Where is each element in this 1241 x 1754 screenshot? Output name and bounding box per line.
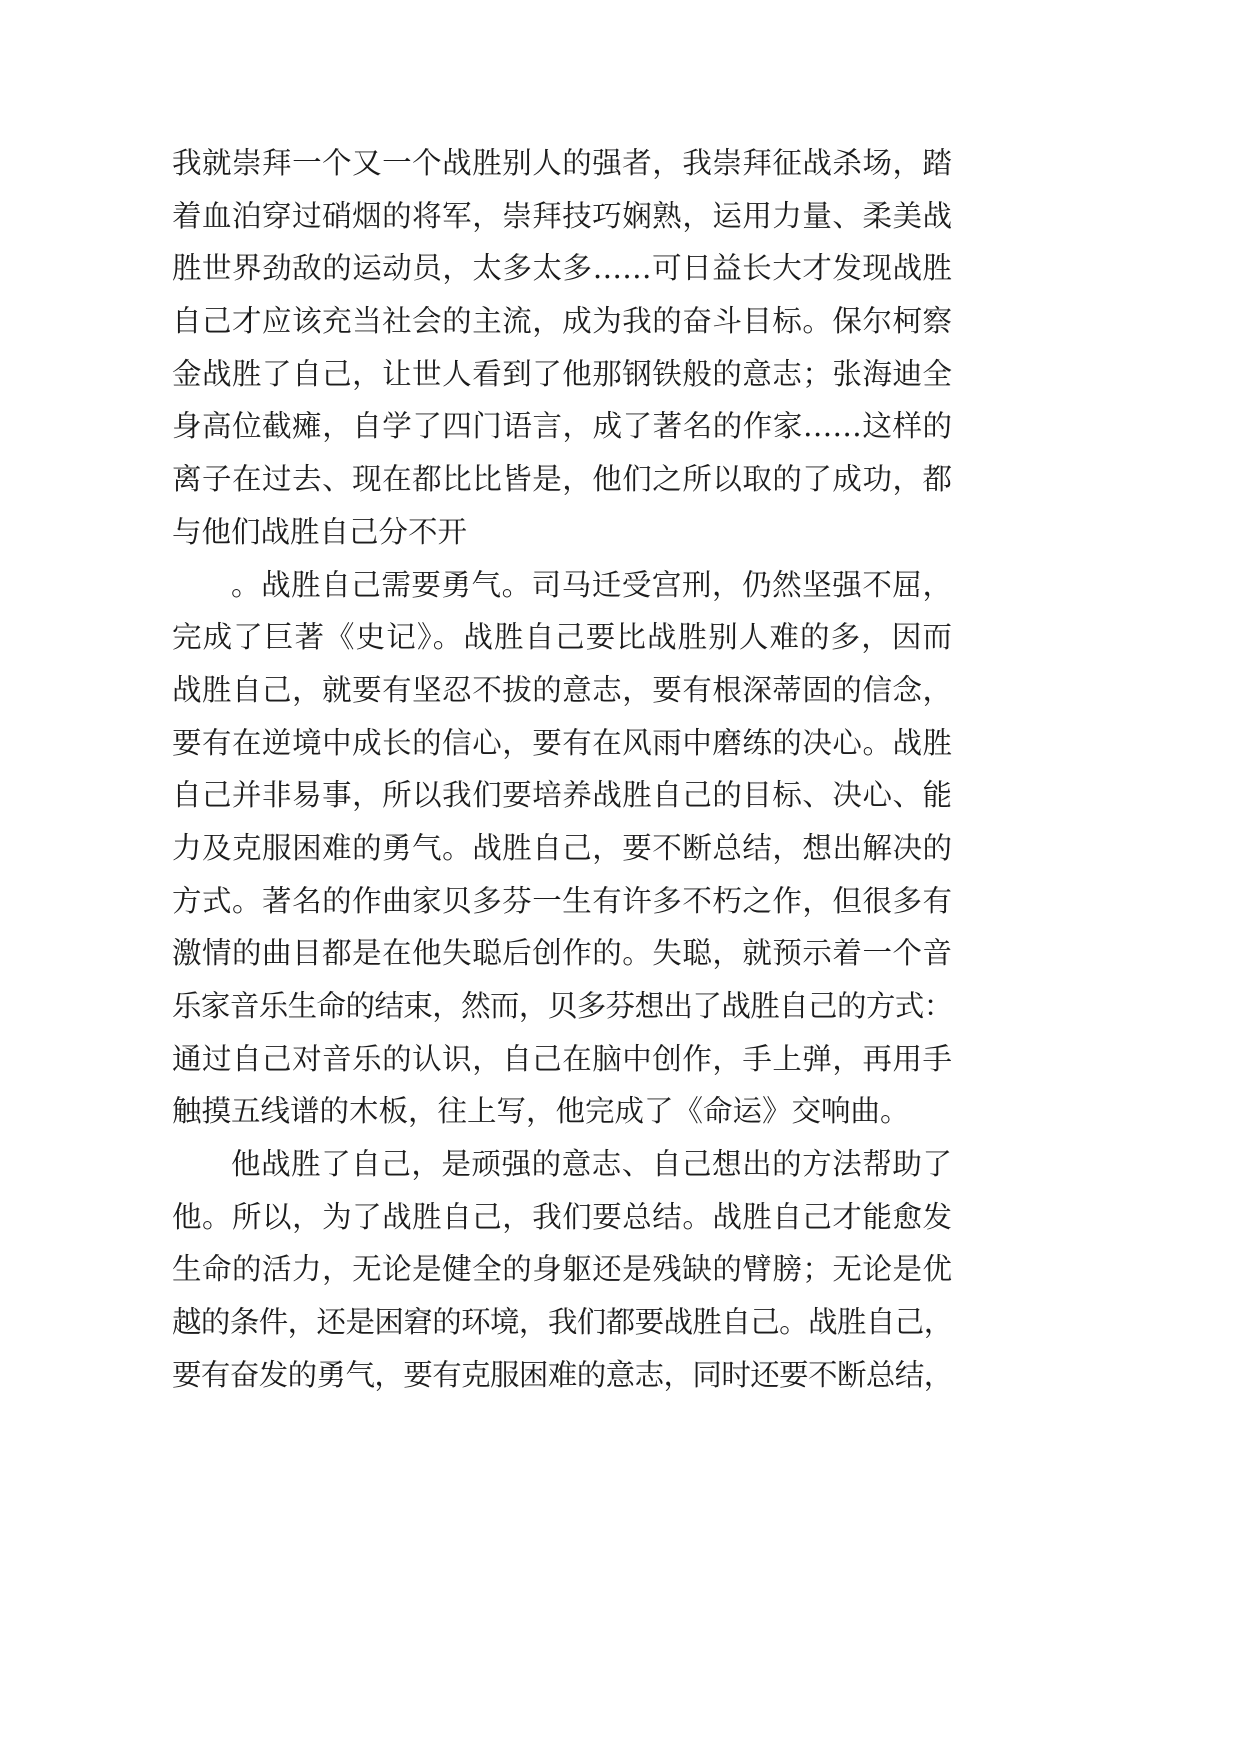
text-line: 战胜自己，就要有坚忍不拔的意志，要有根深蒂固的信念， — [172, 672, 952, 707]
text-line: 金战胜了自己，让世人看到了他那钢铁般的意志；张海迪全 — [172, 356, 952, 391]
text-line: 触摸五线谱的木板，往上写，他完成了《命运》交响曲。 — [172, 1094, 910, 1129]
text-line: 。战胜自己需要勇气。司马迁受宫刑，仍然坚强不屈， — [231, 567, 952, 602]
text-line: 身高位截瘫，自学了四门语言，成了著名的作家……这样的 — [172, 409, 952, 444]
text-line: 乐家音乐生命的结束，然而，贝多芬想出了战胜自己的方式： — [172, 989, 952, 1023]
text-line: 自己并非易事，所以我们要培养战胜自己的目标、决心、能 — [172, 778, 952, 813]
paragraph-2 — [172, 559, 952, 1139]
text-line: 着血泊穿过硝烟的将军，崇拜技巧娴熟，运用力量、柔美战 — [172, 198, 952, 233]
text-line: 通过自己对音乐的认识，自己在脑中创作，手上弹，再用手 — [172, 1041, 952, 1076]
text-line: 要有在逆境中成长的信心，要有在风雨中磨练的决心。战胜 — [172, 725, 952, 760]
text-line: 完成了巨著《史记》。战胜自己要比战胜别人难的多，因而 — [172, 620, 952, 655]
text-line: 越的条件，还是困窘的环境，我们都要战胜自己。战胜自己， — [172, 1305, 952, 1340]
text-line: 要有奋发的勇气，要有克服困难的意志，同时还要不断总结， — [172, 1357, 952, 1392]
text-line: 自己才应该充当社会的主流，成为我的奋斗目标。保尔柯察 — [172, 304, 952, 339]
text-line: 胜世界劲敌的运动员，太多太多……可日益长大才发现战胜 — [172, 251, 952, 286]
text-line: 力及克服困难的勇气。战胜自己，要不断总结，想出解决的 — [172, 830, 952, 865]
document-body — [172, 137, 952, 1402]
text-line: 离子在过去、现在都比比皆是，他们之所以取的了成功，都 — [172, 462, 952, 497]
text-line: 生命的活力，无论是健全的身躯还是残缺的臂膀；无论是优 — [172, 1252, 952, 1287]
text-line: 方式。著名的作曲家贝多芬一生有许多不朽之作，但很多有 — [172, 883, 952, 918]
text-line: 与他们战胜自己分不开 — [172, 514, 468, 549]
text-line: 他战胜了自己，是顽强的意志、自己想出的方法帮助了 — [231, 1147, 952, 1182]
paragraph-1 — [172, 137, 952, 559]
text-line: 激情的曲目都是在他失聪后创作的。失聪，就预示着一个音 — [172, 936, 952, 971]
paragraph-3 — [172, 1138, 952, 1401]
text-line: 他。所以，为了战胜自己，我们要总结。战胜自己才能愈发 — [172, 1199, 952, 1234]
text-line: 我就崇拜一个又一个战胜别人的强者，我崇拜征战杀场，踏 — [172, 146, 952, 180]
